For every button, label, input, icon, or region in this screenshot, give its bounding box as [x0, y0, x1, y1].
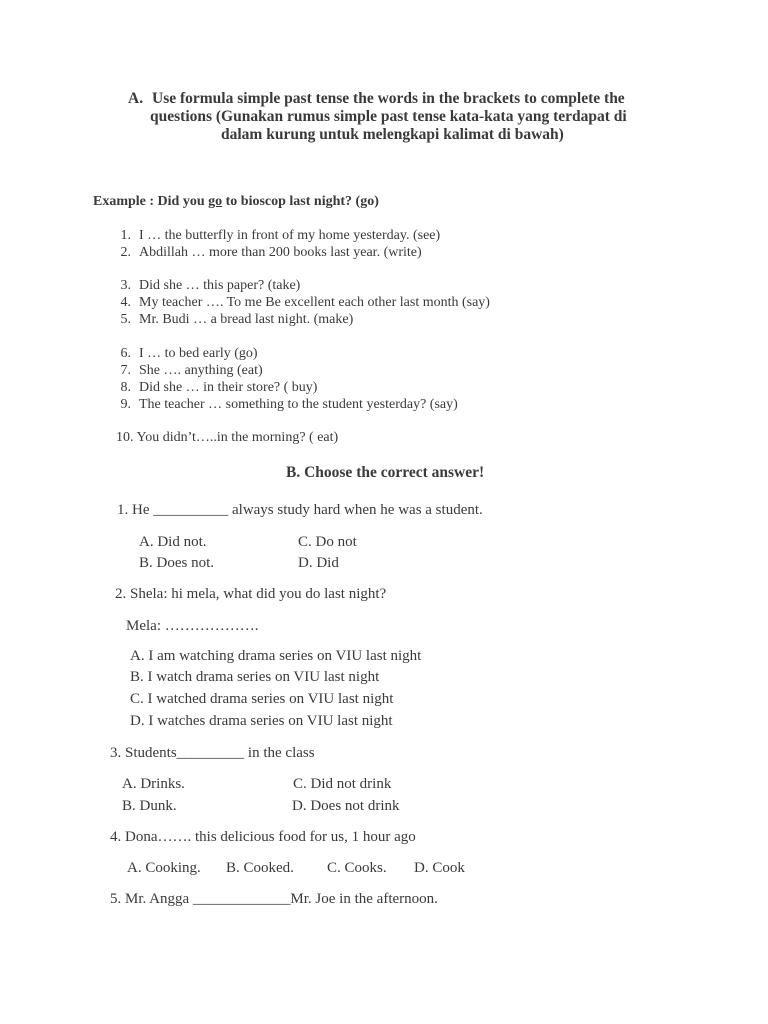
item-number: 6.	[120, 346, 131, 361]
question-4-option-b: B. Cooked.	[226, 860, 294, 876]
question-4-option-d: D. Cook	[414, 860, 465, 876]
section-a-item	[120, 345, 258, 362]
section-a-item	[116, 429, 338, 446]
item-number: 8.	[120, 380, 131, 395]
question-1-option-b: B. Does not.	[139, 555, 214, 571]
example-after: to bioscop last night? (go)	[222, 194, 379, 209]
question-2-option-d: D. I watches drama series on VIU last night	[130, 713, 393, 729]
item-text: My teacher …. To me Be excellent each other last month (say)	[139, 295, 490, 310]
section-a-letter: A.	[128, 90, 144, 107]
section-a-instruction-line-2: questions (Gunakan rumus simple past tense kata-kata yang terdapat di	[150, 108, 627, 125]
item-text: You didn’t…..in the morning? ( eat)	[136, 430, 339, 445]
question-2-option-c: C. I watched drama series on VIU last night	[130, 691, 394, 707]
item-text: Did she … in their store? ( buy)	[139, 380, 318, 395]
question-2-option-a: A. I am watching drama series on VIU last night	[130, 648, 422, 664]
section-a-item	[120, 396, 458, 413]
question-3-option-b: B. Dunk.	[122, 798, 177, 814]
item-number: 10.	[116, 430, 134, 445]
item-text: Abdillah … more than 200 books last year. (write)	[139, 245, 422, 260]
section-a-item	[120, 244, 422, 261]
section-a-instruction-line-3: dalam kurung untuk melengkapi kalimat di bawah)	[221, 126, 564, 143]
question-3-text: 3. Students_________ in the class	[110, 745, 315, 761]
question-4-option-c: C. Cooks.	[327, 860, 387, 876]
example-underlined-word: go	[208, 194, 223, 209]
item-text: I … to bed early (go)	[139, 346, 258, 361]
item-number: 5.	[120, 312, 131, 327]
item-number: 1.	[120, 228, 131, 243]
section-a-item	[120, 227, 441, 244]
example-before: Example : Did you	[93, 194, 209, 209]
item-text: Did she … this paper? (take)	[139, 278, 301, 293]
question-3-option-d: D. Does not drink	[292, 798, 400, 814]
question-1-option-a: A. Did not.	[139, 534, 207, 550]
question-2-option-b: B. I watch drama series on VIU last night	[130, 669, 380, 685]
section-a-instruction-line-1: Use formula simple past tense the words in the brackets to complete the	[152, 90, 625, 107]
question-3-option-c: C. Did not drink	[293, 776, 392, 792]
section-a-item	[120, 311, 354, 328]
question-3-option-a: A. Drinks.	[122, 776, 185, 792]
item-text: The teacher … something to the student yesterday? (say)	[139, 397, 458, 412]
section-a-item	[120, 294, 490, 311]
section-a-item	[120, 362, 263, 379]
question-4-option-a: A. Cooking.	[127, 860, 201, 876]
question-2-text: 2. Shela: hi mela, what did you do last night?	[115, 586, 387, 602]
question-2-reply: Mela: ……………….	[126, 618, 259, 634]
item-text: I … the butterfly in front of my home yesterday. (see)	[139, 228, 441, 243]
section-a-item	[120, 379, 318, 396]
section-a-item	[120, 277, 301, 294]
question-1-option-d: D. Did	[298, 555, 339, 571]
item-number: 4.	[120, 295, 131, 310]
item-number: 3.	[120, 278, 131, 293]
item-number: 2.	[120, 245, 131, 260]
item-text: She …. anything (eat)	[139, 363, 263, 378]
question-5-text: 5. Mr. Angga _____________Mr. Joe in the afternoon.	[110, 891, 438, 907]
item-number: 9.	[120, 397, 131, 412]
item-number: 7.	[120, 363, 131, 378]
example-sentence	[93, 194, 379, 210]
section-b-heading: B. Choose the correct answer!	[286, 464, 485, 481]
question-4-text: 4. Dona……. this delicious food for us, 1 hour ago	[110, 829, 416, 845]
question-1-text: 1. He __________ always study hard when he was a student.	[117, 502, 483, 518]
question-1-option-c: C. Do not	[298, 534, 357, 550]
item-text: Mr. Budi … a bread last night. (make)	[139, 312, 354, 327]
